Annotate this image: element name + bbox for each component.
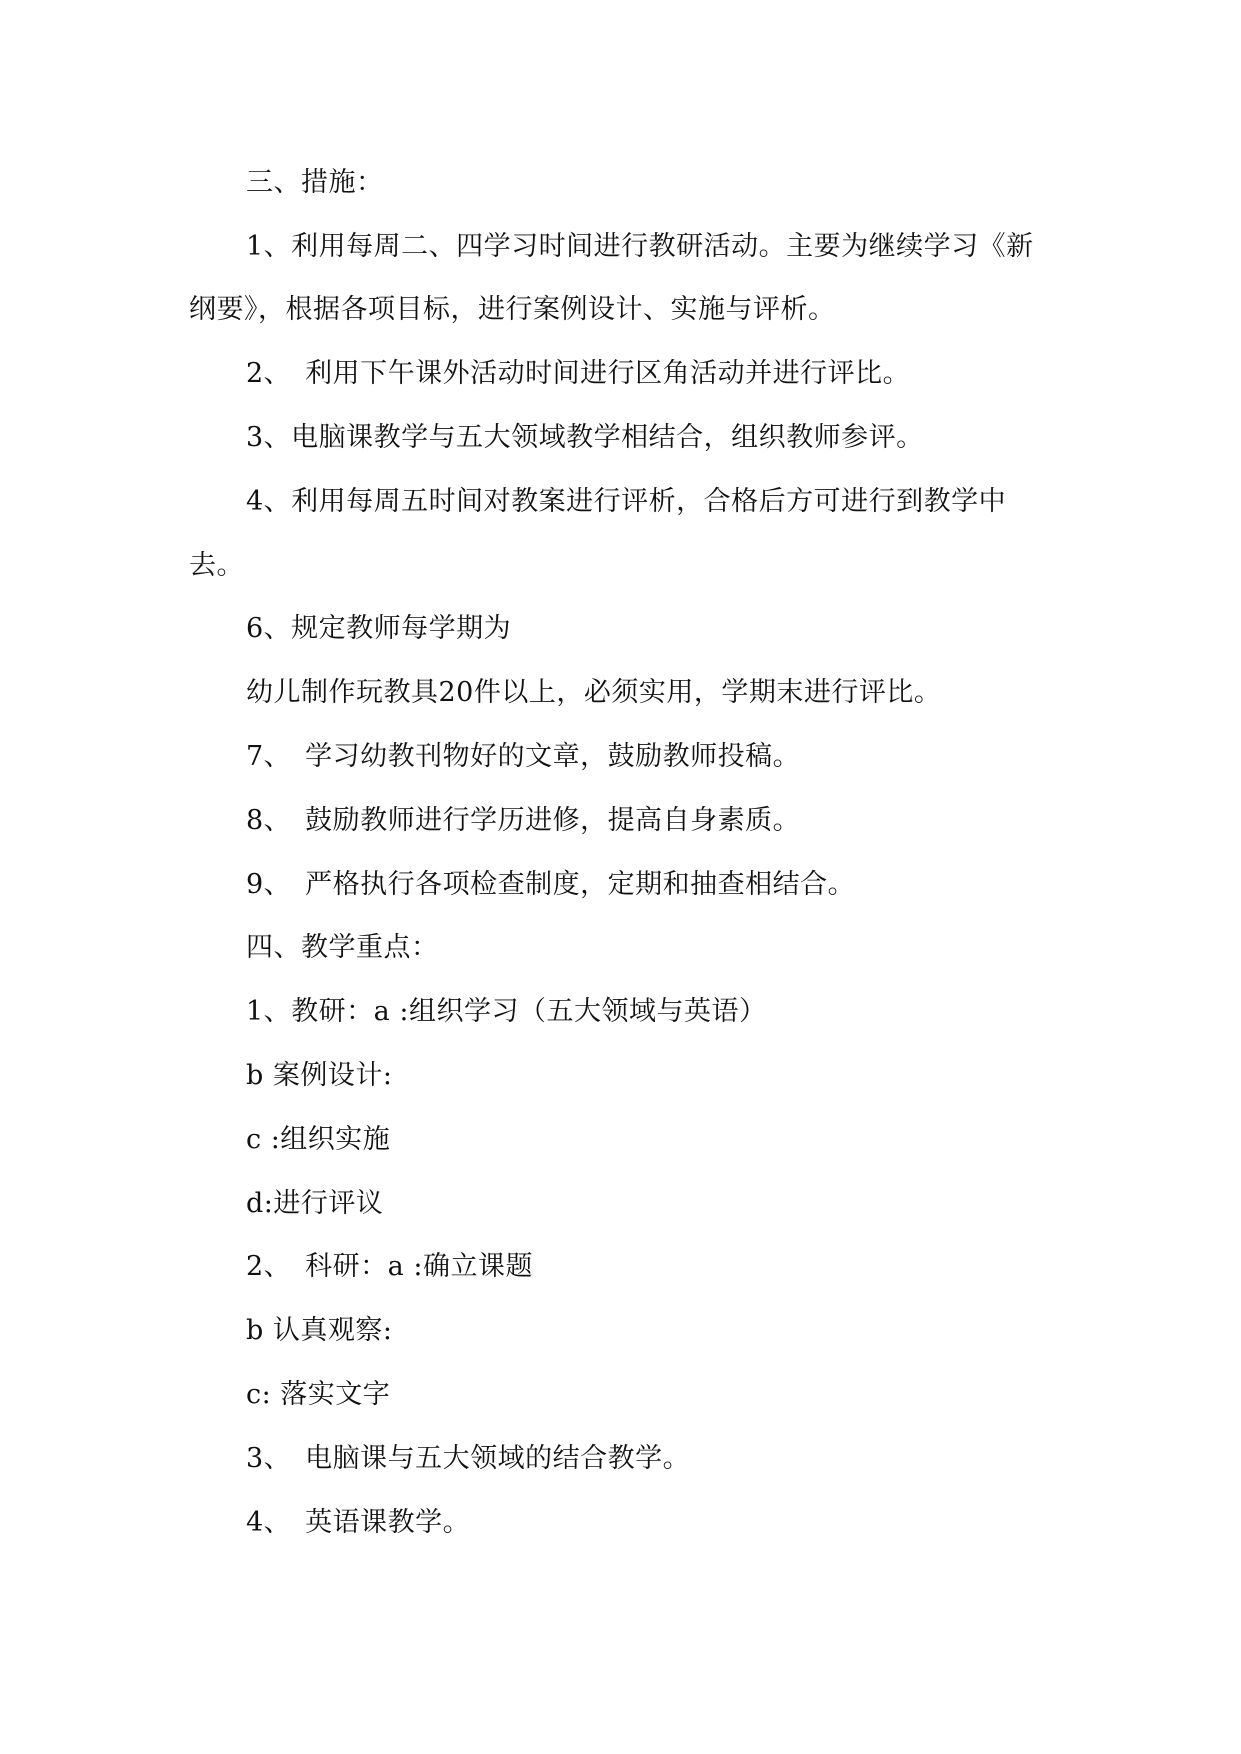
paragraph-line: 8、 鼓励教师进行学历进修，提高自身素质。 xyxy=(246,805,801,836)
paragraph-line: 1、教研：a :组织学习（五大领域与英语） xyxy=(246,996,767,1027)
paragraph-line: 7、 学习幼教刊物好的文章，鼓励教师投稿。 xyxy=(246,741,801,772)
paragraph-line: 3、电脑课教学与五大领域教学相结合，组织教师参评。 xyxy=(246,422,924,453)
paragraph-line: c :组织实施 xyxy=(246,1124,391,1155)
paragraph-line: 去。 xyxy=(189,550,244,581)
paragraph-line: 纲要》，根据各项目标，进行案例设计、实施与评析。 xyxy=(189,294,836,325)
paragraph-line: 4、利用每周五时间对教案进行评析，合格后方可进行到教学中 xyxy=(246,486,1007,517)
paragraph-line: 2、 科研：a :确立课题 xyxy=(246,1251,533,1282)
section-heading-focus: 四、教学重点： xyxy=(246,932,439,963)
paragraph-line: 9、 严格执行各项检查制度，定期和抽查相结合。 xyxy=(246,869,856,900)
paragraph-line: 2、 利用下午课外活动时间进行区角活动并进行评比。 xyxy=(246,358,911,389)
paragraph-line: 6、规定教师每学期为 xyxy=(246,613,512,644)
paragraph-line: 4、 英语课教学。 xyxy=(246,1507,471,1538)
paragraph-line: b 认真观察: xyxy=(246,1315,393,1346)
section-heading-measures: 三、措施： xyxy=(246,167,384,198)
paragraph-line: 3、 电脑课与五大领域的结合教学。 xyxy=(246,1443,691,1474)
paragraph-line: 幼儿制作玩教具20件以上，必须实用，学期末进行评比。 xyxy=(246,677,942,708)
paragraph-line: c: 落实文字 xyxy=(246,1379,391,1410)
paragraph-line: b 案例设计: xyxy=(246,1060,393,1091)
paragraph-line: d:进行评议 xyxy=(246,1188,384,1219)
paragraph-line: 1、利用每周二、四学习时间进行教研活动。主要为继续学习《新 xyxy=(246,231,1034,262)
